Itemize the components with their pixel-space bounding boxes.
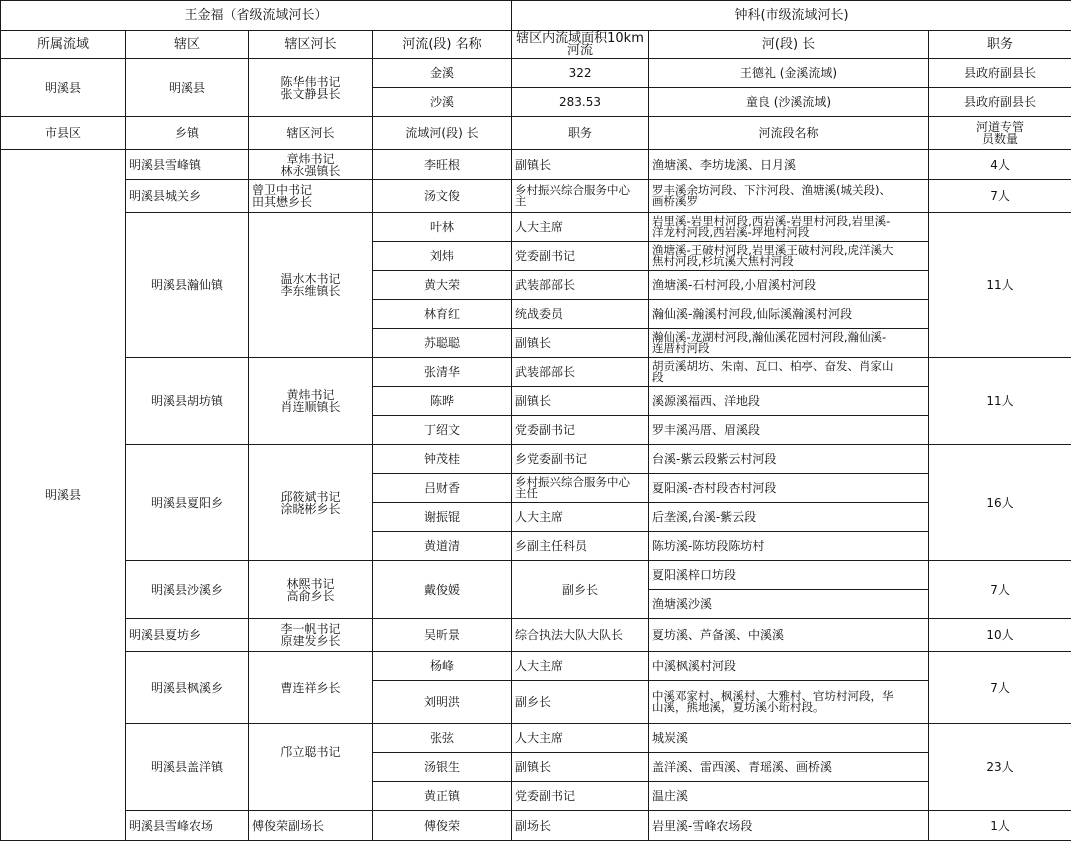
header-district-chief: 辖区河长 — [249, 31, 373, 59]
river-section-names: 渔塘溪、李坊垅溪、日月溪 — [649, 150, 929, 180]
river-section-names: 岩里溪-岩里村河段,西岩溪-岩里村河段,岩里溪- 洋龙村河段,西岩溪-坪地村河段 — [649, 213, 929, 242]
section-chief-name: 杨峰 — [373, 652, 512, 681]
section-chief-position: 人大主席 — [512, 503, 649, 532]
section-chief-position: 副乡长 — [512, 681, 649, 724]
river-chief-cell: 王德礼 (金溪流域) — [649, 59, 929, 88]
table-row — [1, 652, 1071, 681]
section-chief-position: 副乡长 — [512, 561, 649, 619]
section-chief-name: 陈晔 — [373, 387, 512, 416]
river-section-names: 陈坊溪-陈坊段陈坊村 — [649, 532, 929, 561]
table-row — [1, 213, 1071, 242]
subheader-county: 市县区 — [1, 117, 126, 150]
township-cell: 明溪县胡坊镇 — [126, 358, 249, 445]
subheader-section-name: 河流段名称 — [649, 117, 929, 150]
township-chiefs-cell: 曾卫中书记 田其懋乡长 — [249, 180, 373, 213]
section-chief-position: 乡村振兴综合服务中心 主任 — [512, 474, 649, 503]
township-cell: 明溪县雪峰镇 — [126, 150, 249, 180]
header-basin-area: 辖区内流域面积10km 河流 — [512, 31, 649, 59]
table-row — [1, 561, 1071, 590]
section-chief-position: 党委副书记 — [512, 242, 649, 271]
river-section-names: 渔塘溪沙溪 — [649, 590, 929, 619]
river-section-names: 中溪枫溪村河段 — [649, 652, 929, 681]
section-chief-position: 人大主席 — [512, 724, 649, 753]
county-cell: 明溪县 — [1, 150, 126, 841]
township-chiefs-cell: 温水木书记 李东维镇长 — [249, 213, 373, 358]
staff-count: 4人 — [929, 150, 1071, 180]
section-chief-name: 谢振锟 — [373, 503, 512, 532]
section-chief-name: 吕财香 — [373, 474, 512, 503]
township-chiefs-cell: 林熙书记 高俞乡长 — [249, 561, 373, 619]
staff-count: 10人 — [929, 619, 1071, 652]
header-river-chief: 河(段) 长 — [649, 31, 929, 59]
river-section-names: 瀚仙溪-龙湖村河段,瀚仙溪花园村河段,瀚仙溪- 连厝村河段 — [649, 329, 929, 358]
section-chief-name: 汤银生 — [373, 753, 512, 782]
township-cell: 明溪县雪峰农场 — [126, 811, 249, 841]
section-chief-position: 乡副主任科员 — [512, 532, 649, 561]
section-chief-name: 刘炜 — [373, 242, 512, 271]
subheader-township: 乡镇 — [126, 117, 249, 150]
river-name-cell: 金溪 — [373, 59, 512, 88]
table-row — [1, 619, 1071, 652]
county-row — [1, 59, 1071, 88]
river-section-names: 夏阳溪梓口坊段 — [649, 561, 929, 590]
subheader-position: 职务 — [512, 117, 649, 150]
section-chief-position: 乡村振兴综合服务中心 主 — [512, 180, 649, 213]
township-cell: 明溪县夏阳乡 — [126, 445, 249, 561]
subheader-district-chief: 辖区河长 — [249, 117, 373, 150]
section-chief-name: 钟茂桂 — [373, 445, 512, 474]
section-chief-position: 党委副书记 — [512, 782, 649, 811]
staff-count: 7人 — [929, 180, 1071, 213]
township-chiefs-cell: 李一帆书记 原建发乡长 — [249, 619, 373, 652]
header-district: 辖区 — [126, 31, 249, 59]
section-chief-name: 林育红 — [373, 300, 512, 329]
section-chief-position: 副场长 — [512, 811, 649, 841]
section-chief-position: 人大主席 — [512, 213, 649, 242]
header-position: 职务 — [929, 31, 1071, 59]
river-section-names: 罗丰溪冯厝、眉溪段 — [649, 416, 929, 445]
section-chief-name: 黄正镇 — [373, 782, 512, 811]
section-chief-position: 统战委员 — [512, 300, 649, 329]
township-cell: 明溪县瀚仙镇 — [126, 213, 249, 358]
section-chief-name: 李旺根 — [373, 150, 512, 180]
staff-count: 7人 — [929, 652, 1071, 724]
township-cell: 明溪县枫溪乡 — [126, 652, 249, 724]
staff-count: 23人 — [929, 724, 1071, 811]
section-chief-name: 黄大荣 — [373, 271, 512, 300]
section-chief-position: 副镇长 — [512, 329, 649, 358]
table-row — [1, 811, 1071, 841]
township-cell: 明溪县沙溪乡 — [126, 561, 249, 619]
section-chief-position: 人大主席 — [512, 652, 649, 681]
subheader-row — [1, 117, 1071, 150]
section-chief-name: 苏聪聪 — [373, 329, 512, 358]
table-row — [1, 180, 1071, 213]
township-chiefs-cell: 傅俊荣副场长 — [249, 811, 373, 841]
section-chief-position: 副镇长 — [512, 753, 649, 782]
section-chief-position: 武装部部长 — [512, 271, 649, 300]
staff-count: 16人 — [929, 445, 1071, 561]
river-chief-cell: 童良 (沙溪流域) — [649, 88, 929, 117]
section-chief-name: 戴俊媛 — [373, 561, 512, 619]
section-chief-position: 党委副书记 — [512, 416, 649, 445]
section-chief-name: 刘明洪 — [373, 681, 512, 724]
river-section-names: 后垄溪,台溪-紫云段 — [649, 503, 929, 532]
section-chief-name: 黄道清 — [373, 532, 512, 561]
table-row — [1, 445, 1071, 474]
staff-count: 7人 — [929, 561, 1071, 619]
township-cell: 明溪县城关乡 — [126, 180, 249, 213]
township-chiefs-cell: 曹连祥乡长 — [249, 652, 373, 724]
river-section-names: 台溪-紫云段紫云村河段 — [649, 445, 929, 474]
title-row — [1, 1, 1071, 31]
staff-count: 11人 — [929, 213, 1071, 358]
staff-count: 1人 — [929, 811, 1071, 841]
district-cell: 明溪县 — [126, 59, 249, 117]
header-row — [1, 31, 1071, 59]
position-cell: 县政府副县长 — [929, 88, 1071, 117]
river-name-cell: 沙溪 — [373, 88, 512, 117]
township-cell: 明溪县盖洋镇 — [126, 724, 249, 811]
section-chief-position: 武装部部长 — [512, 358, 649, 387]
river-section-names: 城炭溪 — [649, 724, 929, 753]
section-chief-name: 张弦 — [373, 724, 512, 753]
section-chief-name: 张清华 — [373, 358, 512, 387]
section-chief-position: 乡党委副书记 — [512, 445, 649, 474]
river-section-names: 胡贡溪胡坊、朱南、瓦口、柏亭、奋发、肖家山 段 — [649, 358, 929, 387]
header-basin: 所属流域 — [1, 31, 126, 59]
river-section-names: 盖洋溪、雷西溪、青瑶溪、画桥溪 — [649, 753, 929, 782]
subheader-section-chief: 流域河(段) 长 — [373, 117, 512, 150]
river-section-names: 渔塘溪-石村河段,小眉溪村河段 — [649, 271, 929, 300]
township-chiefs-cell: 邱筱斌书记 涂晓彬乡长 — [249, 445, 373, 561]
section-chief-name: 叶林 — [373, 213, 512, 242]
river-section-names: 岩里溪-雪峰农场段 — [649, 811, 929, 841]
basin-area-cell: 322 — [512, 59, 649, 88]
section-chief-name: 吴昕景 — [373, 619, 512, 652]
river-section-names: 瀚仙溪-瀚溪村河段,仙际溪瀚溪村河段 — [649, 300, 929, 329]
river-section-names: 中溪邓家村、枫溪村、大雅村、官坊村河段，华 山溪，熊地溪，夏坊溪小珩村段。 — [649, 681, 929, 724]
river-section-names: 渔塘溪-王破村河段,岩里溪王破村河段,虎洋溪大 焦村河段,杉坑溪大焦村河段 — [649, 242, 929, 271]
table-row — [1, 150, 1071, 180]
river-section-names: 溪源溪福西、洋地段 — [649, 387, 929, 416]
basin-cell: 明溪县 — [1, 59, 126, 117]
section-chief-name: 丁绍文 — [373, 416, 512, 445]
section-chief-name: 汤文俊 — [373, 180, 512, 213]
header-river-name: 河流(段) 名称 — [373, 31, 512, 59]
township-chiefs-cell: 章炜书记 林永强镇长 — [249, 150, 373, 180]
river-section-names: 夏坊溪、芦备溪、中溪溪 — [649, 619, 929, 652]
river-section-names: 温庄溪 — [649, 782, 929, 811]
township-chiefs-cell: 黄炜书记 肖连顺镇长 — [249, 358, 373, 445]
section-chief-position: 副镇长 — [512, 150, 649, 180]
section-chief-name: 傅俊荣 — [373, 811, 512, 841]
township-chiefs-cell: 邝立聪书记 — [249, 724, 373, 811]
position-cell: 县政府副县长 — [929, 59, 1071, 88]
river-section-names: 罗丰溪余坊河段、下汴河段、渔塘溪(城关段)、 画桥溪罗 — [649, 180, 929, 213]
section-chief-position: 副镇长 — [512, 387, 649, 416]
table-row — [1, 724, 1071, 753]
section-chief-position: 综合执法大队大队长 — [512, 619, 649, 652]
subheader-staff-count: 河道专管 员数量 — [929, 117, 1071, 150]
staff-count: 11人 — [929, 358, 1071, 445]
provincial-chief-title: 王金福（省级流域河长） — [1, 1, 512, 31]
river-section-names: 夏阳溪-杏村段杏村河段 — [649, 474, 929, 503]
table-row — [1, 358, 1071, 387]
district-chiefs-cell: 陈华伟书记 张文静县长 — [249, 59, 373, 117]
township-cell: 明溪县夏坊乡 — [126, 619, 249, 652]
municipal-chief-title: 钟科(市级流域河长) — [512, 1, 1071, 31]
basin-area-cell: 283.53 — [512, 88, 649, 117]
